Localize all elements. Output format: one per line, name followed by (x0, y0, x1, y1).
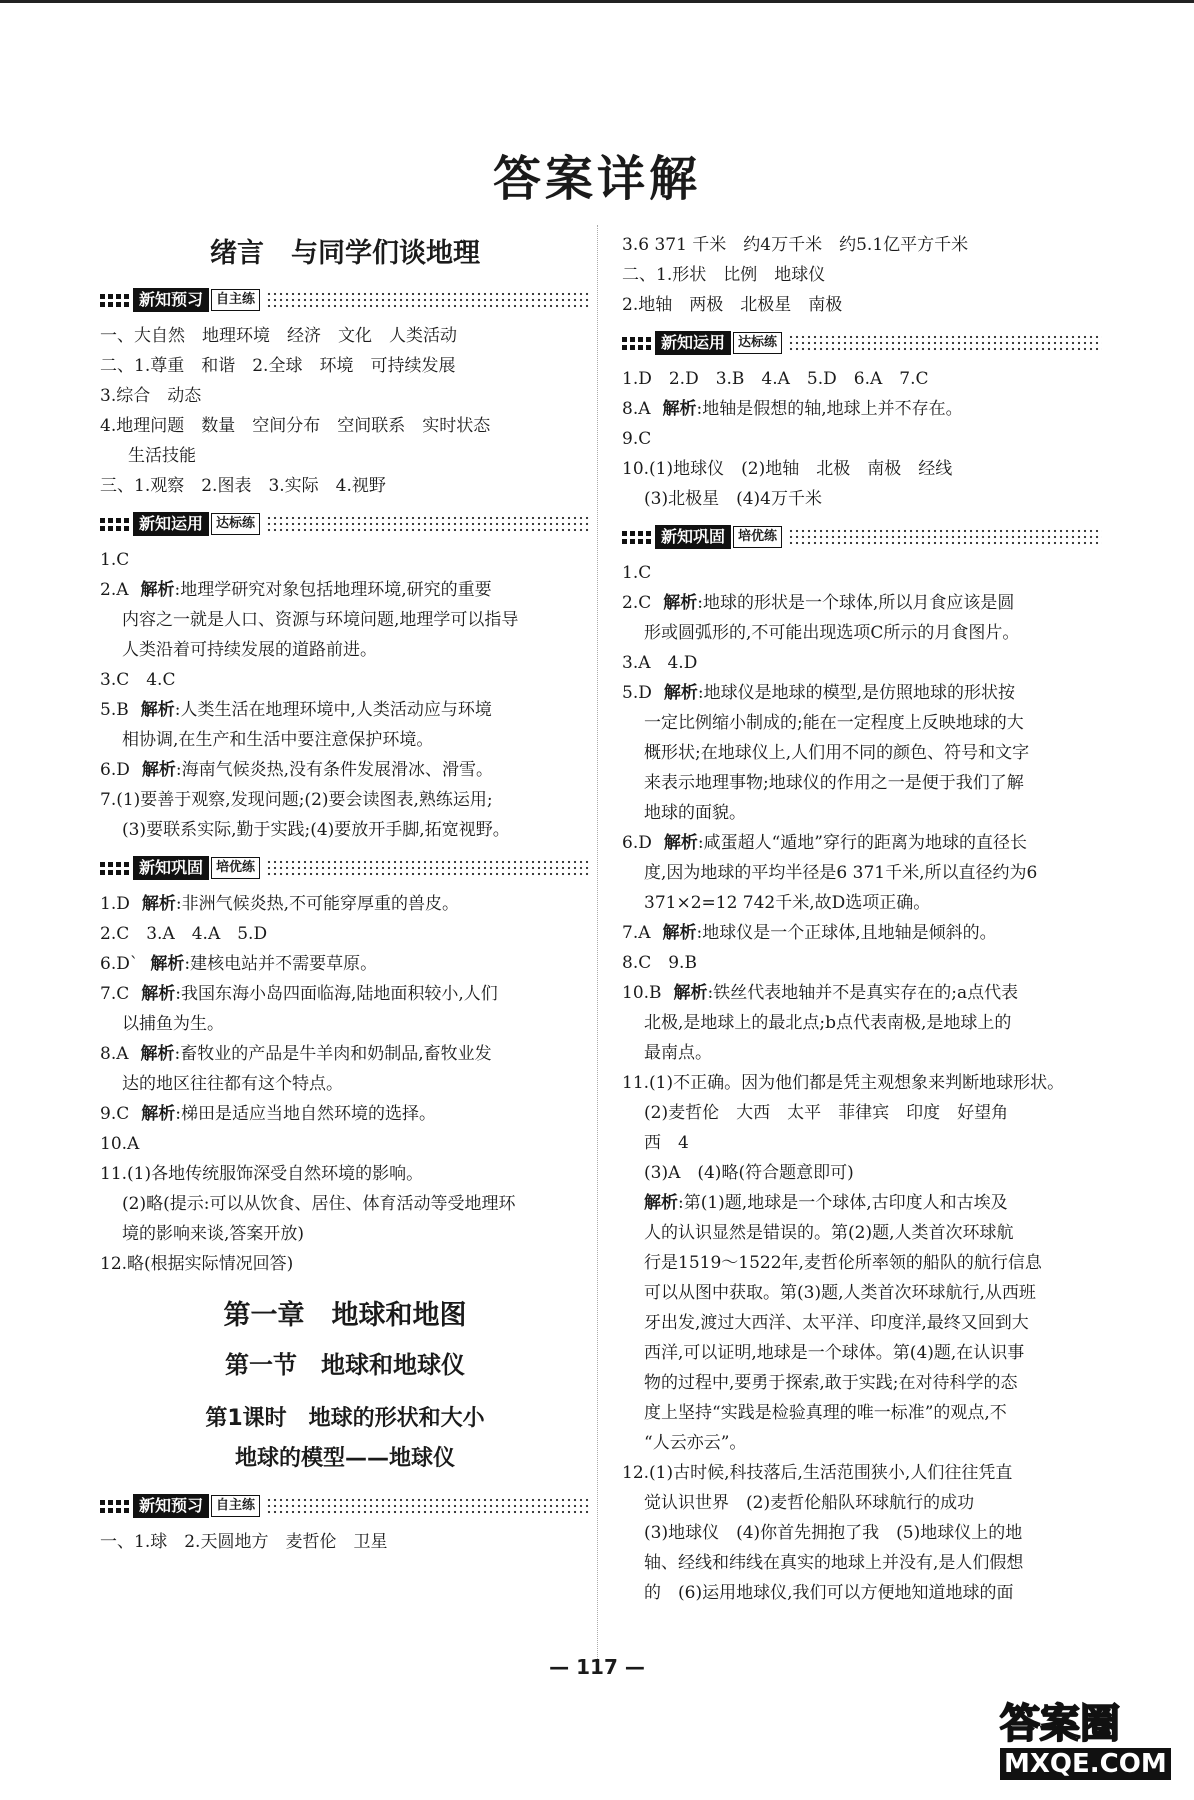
answer-line (100, 575, 590, 605)
answer-text: 一定比例缩小制成的;能在一定程度上反映地球的大 (644, 713, 1024, 733)
tag-name: 新知巩固 (655, 525, 731, 549)
answer-line (100, 1069, 590, 1099)
answer-number: 1.C (100, 550, 130, 570)
answer-number: 5.D (622, 683, 652, 703)
answer-line (622, 394, 1102, 424)
answer-text: 西 4 (644, 1133, 689, 1153)
grid-bullet-icon (622, 337, 651, 350)
answer-text: 境的影响来谈,答案开放) (122, 1224, 305, 1244)
answer-number: 9.C (100, 1104, 130, 1124)
grid-bullet-icon (100, 1500, 129, 1513)
answer-number: 6.D` (100, 954, 139, 974)
answer-text: 达的地区往往都有这个特点。 (122, 1074, 343, 1094)
watermark-bottom: MXQE.COM (1000, 1748, 1171, 1780)
answer-line (622, 828, 1102, 858)
answer-line (100, 755, 590, 785)
answer-text: :地球仪是地球的模型,是仿照地球的形状按 (697, 683, 1015, 703)
analysis-label: 解析 (673, 983, 708, 1003)
answer-number: 8.A (100, 1044, 129, 1064)
answer-line (622, 588, 1102, 618)
answer-text: 人的认识显然是错误的。第(2)题,人类首次环球航 (644, 1223, 1014, 1243)
answer-text: 最南点。 (644, 1043, 712, 1063)
analysis-label: 解析 (663, 683, 698, 703)
answer-number: 8.A (622, 399, 651, 419)
answer-line: 二、1.尊重 和谐 2.全球 环境 可持续发展 (100, 356, 456, 376)
lesson-title: 第1课时 地球的形状和大小 (205, 1406, 485, 1431)
answer-line (100, 815, 590, 845)
answer-line (100, 635, 590, 665)
answer-line (100, 1159, 590, 1189)
answer-number: 3.C 4.C (100, 670, 176, 690)
analysis-label: 解析 (662, 399, 697, 419)
answer-line (622, 364, 1102, 394)
answer-text: 概形状;在地球仪上,人们用不同的颜色、符号和文字 (644, 743, 1030, 763)
dotted-fill (266, 291, 590, 309)
page-number-value: 117 (576, 1655, 618, 1679)
answer-text: :人类生活在地理环境中,人类活动应与环境 (174, 700, 492, 720)
answer-line (622, 858, 1102, 888)
answer-number: 10.(1)地球仪 (2)地轴 北极 南极 经线 (622, 459, 953, 479)
analysis-label: 解析 (140, 1044, 175, 1064)
answer-number: 10.B (622, 983, 662, 1003)
answer-line (100, 1009, 590, 1039)
analysis-label: 解析 (644, 1193, 678, 1213)
answer-line (100, 665, 590, 695)
answer-line (622, 1128, 1102, 1158)
answer-line (100, 1249, 590, 1279)
answer-line: 2.地轴 两极 北极星 南极 (622, 295, 843, 315)
answer-line (622, 1578, 1102, 1608)
top-rule (0, 0, 1194, 3)
answer-number: 1.C (622, 563, 652, 583)
answer-number: 1.D (100, 894, 130, 914)
answer-line (100, 725, 590, 755)
apply-answers (622, 364, 1102, 514)
answer-text: (3)要联系实际,勤于实践;(4)要放开手脚,拓宽视野。 (122, 820, 510, 840)
answer-text: :我国东海小岛四面临海,陆地面积较小,人们 (175, 984, 498, 1004)
answer-line (622, 1098, 1102, 1128)
answer-line (622, 558, 1102, 588)
answer-text: 地球的面貌。 (644, 803, 746, 823)
dotted-fill (266, 515, 590, 533)
answer-text: 物的过程中,要勇于探索,敢于实践;在对待科学的态 (644, 1373, 1018, 1393)
section-tag-apply (100, 511, 590, 537)
answer-line (622, 708, 1102, 738)
answer-text: 形或圆弧形的,不可能出现选项C所示的月食图片。 (644, 623, 1020, 643)
answer-number: 11.(1)不正确。因为他们都是凭主观想象来判断地球形状。 (622, 1073, 1065, 1093)
answer-line (622, 1428, 1102, 1458)
analysis-label: 解析 (663, 593, 698, 613)
answer-line: 4.地理问题 数量 空间分布 空间联系 实时状态 (100, 416, 491, 436)
section-tag-consolidate (100, 855, 590, 881)
answer-text: :畜牧业的产品是牛羊肉和奶制品,畜牧业发 (174, 1044, 492, 1064)
analysis-label: 解析 (662, 923, 697, 943)
answer-text: 北极,是地球上的最北点;b点代表南极,是地球上的 (644, 1013, 1012, 1033)
tag-kind: 培优练 (733, 526, 782, 548)
analysis-label: 解析 (141, 894, 176, 914)
answer-line: 一、大自然 地理环境 经济 文化 人类活动 (100, 326, 457, 346)
answer-line (622, 798, 1102, 828)
analysis-label: 解析 (140, 700, 175, 720)
tag-kind: 培优练 (211, 857, 260, 879)
tag-name: 新知运用 (655, 331, 731, 355)
answer-number: 12.略(根据实际情况回答) (100, 1254, 294, 1274)
apply-answers (100, 545, 590, 845)
answer-text: :地理学研究对象包括地理环境,研究的重要 (174, 580, 492, 600)
answer-line (100, 1129, 590, 1159)
answer-line (100, 1099, 590, 1129)
answer-line (622, 484, 1102, 514)
watermark-logo (1000, 1700, 1180, 1790)
answer-line (622, 1518, 1102, 1548)
analysis-label: 解析 (140, 580, 175, 600)
answer-line (622, 948, 1102, 978)
right-column (622, 230, 1102, 1608)
answer-number: 2.C (622, 593, 652, 613)
answer-text: 来表示地理事物;地球仪的作用之一是便于我们了解 (644, 773, 1024, 793)
answer-text: (2)麦哲伦 大西 太平 菲律宾 印度 好望角 (644, 1103, 1009, 1123)
answer-line (622, 1008, 1102, 1038)
answer-text: 以捕鱼为生。 (122, 1014, 224, 1034)
answer-line (622, 1278, 1102, 1308)
lesson-subtitle: 地球的模型——地球仪 (234, 1446, 455, 1471)
answer-text: 轴、经线和纬线在真实的地球上并没有,是人们假想 (644, 1553, 1024, 1573)
answer-text: 行是1519～1522年,麦哲伦所率领的船队的航行信息 (644, 1253, 1042, 1273)
answer-line (622, 978, 1102, 1008)
answer-line (622, 738, 1102, 768)
answer-line: 一、1.球 2.天圆地方 麦哲伦 卫星 (100, 1532, 388, 1552)
answer-number: 3.A 4.D (622, 653, 698, 673)
answer-text: 可以从图中获取。第(3)题,人类首次环球航行,从西班 (644, 1283, 1036, 1303)
dotted-fill (266, 1497, 590, 1515)
answer-line (100, 605, 590, 635)
consolidate-answers (100, 889, 590, 1279)
answer-text: 度上坚持“实践是检验真理的唯一标准”的观点,不 (644, 1403, 1007, 1423)
answer-line (622, 1188, 1102, 1218)
answer-line: 三、1.观察 2.图表 3.实际 4.视野 (100, 476, 386, 496)
section-tag-consolidate (622, 524, 1102, 550)
answer-text: 的 (6)运用地球仪,我们可以方便地知道地球的面 (644, 1583, 1014, 1603)
answer-text: 371×2=12 742千米,故D选项正确。 (644, 893, 931, 913)
answer-text: 觉认识世界 (2)麦哲伦船队环球航行的成功 (644, 1493, 975, 1513)
answer-text: :第(1)题,地球是一个球体,古印度人和古埃及 (678, 1193, 1008, 1213)
answer-number: 7.C (100, 984, 130, 1004)
grid-bullet-icon (100, 294, 129, 307)
answer-line (622, 1068, 1102, 1098)
answer-number: 6.D (622, 833, 652, 853)
answer-line (100, 785, 590, 815)
analysis-label: 解析 (663, 833, 698, 853)
answer-number: 9.C (622, 429, 652, 449)
answer-line (100, 979, 590, 1009)
answer-line (622, 1398, 1102, 1428)
answer-number: 1.D 2.D 3.B 4.A 5.D 6.A 7.C (622, 369, 929, 389)
answer-line (622, 1548, 1102, 1578)
dotted-fill (266, 859, 590, 877)
answer-text: 相协调,在生产和生活中要注意保护环境。 (122, 730, 434, 750)
answer-line: 3.6 371 千米 约4万千米 约5.1亿平方千米 (622, 235, 969, 255)
answer-line (622, 1158, 1102, 1188)
analysis-label: 解析 (141, 984, 176, 1004)
analysis-label: 解析 (141, 1104, 176, 1124)
answer-line (622, 454, 1102, 484)
answer-text: :海南气候炎热,没有条件发展滑冰、滑雪。 (175, 760, 493, 780)
answer-text: 内容之一就是人口、资源与环境问题,地理学可以指导 (122, 610, 519, 630)
preview-continued (622, 230, 1102, 320)
answer-line (100, 889, 590, 919)
answer-line (622, 1488, 1102, 1518)
tag-kind: 达标练 (733, 332, 782, 354)
answer-line (622, 1038, 1102, 1068)
answer-number: 7.A (622, 923, 651, 943)
answer-line (622, 1458, 1102, 1488)
answer-line (622, 1368, 1102, 1398)
consolidate-answers (622, 558, 1102, 1608)
grid-bullet-icon (100, 518, 129, 531)
answer-text: 度,因为地球的平均半径是6 371千米,所以直径约为6 (644, 863, 1038, 883)
answer-text: 牙出发,渡过大西洋、太平洋、印度洋,最终又回到大 (644, 1313, 1029, 1333)
analysis-label: 解析 (150, 954, 185, 974)
tag-kind: 自主练 (211, 289, 260, 311)
answer-line: 二、1.形状 比例 地球仪 (622, 265, 826, 285)
answer-line (100, 1189, 590, 1219)
answer-text: (3)地球仪 (4)你首先拥抱了我 (5)地球仪上的地 (644, 1523, 1023, 1543)
page-title: 答案详解 (492, 151, 701, 207)
answer-text: :地轴是假想的轴,地球上并不存在。 (696, 399, 963, 419)
answer-line (622, 1218, 1102, 1248)
answer-number: 6.D (100, 760, 130, 780)
answer-text: (3)A (4)略(符合题意即可) (644, 1163, 854, 1183)
answer-line (622, 1248, 1102, 1278)
section-tag-preview-2 (100, 1493, 590, 1519)
answer-line (100, 949, 590, 979)
answer-number: 8.C 9.B (622, 953, 697, 973)
answer-line (100, 695, 590, 725)
answer-text: 人类沿着可持续发展的道路前进。 (122, 640, 377, 660)
tag-name: 新知预习 (133, 288, 209, 312)
answer-line (100, 545, 590, 575)
answer-line (100, 1219, 590, 1249)
answer-line (622, 1338, 1102, 1368)
answer-number: 10.A (100, 1134, 140, 1154)
answer-line (100, 919, 590, 949)
section-tag-preview (100, 287, 590, 313)
section-tag-apply (622, 330, 1102, 356)
answer-text: :建核电站并不需要草原。 (184, 954, 378, 974)
chapter-title: 第一章 地球和地图 (223, 1300, 467, 1331)
tag-name: 新知巩固 (133, 856, 209, 880)
left-column (100, 225, 590, 1557)
column-divider (597, 225, 598, 1665)
answer-line (622, 1308, 1102, 1338)
answer-text: (3)北极星 (4)4万千米 (644, 489, 822, 509)
preview-answers (100, 321, 590, 501)
answer-line (622, 888, 1102, 918)
answer-number: 2.C 3.A 4.A 5.D (100, 924, 268, 944)
answer-number: 5.B (100, 700, 129, 720)
answer-line (622, 768, 1102, 798)
answer-text: (2)略(提示:可以从饮食、居住、体育活动等受地理环 (122, 1194, 516, 1214)
tag-name: 新知运用 (133, 512, 209, 536)
answer-text: 西洋,可以证明,地球是一个球体。第(4)题,在认识事 (644, 1343, 1025, 1363)
answer-line: 3.综合 动态 (100, 386, 202, 406)
answer-line (622, 918, 1102, 948)
answer-line (622, 648, 1102, 678)
answer-line: 生活技能 (128, 446, 196, 466)
answer-line (622, 678, 1102, 708)
answer-text: :地球的形状是一个球体,所以月食应该是圆 (697, 593, 1015, 613)
answer-number: 7.(1)要善于观察,发现问题;(2)要会读图表,熟练运用; (100, 790, 493, 810)
tag-kind: 自主练 (211, 1495, 260, 1517)
grid-bullet-icon (100, 862, 129, 875)
grid-bullet-icon (622, 531, 651, 544)
answer-number: 12.(1)古时候,科技落后,生活范围狭小,人们往往凭直 (622, 1463, 1013, 1483)
answer-text: :非洲气候炎热,不可能穿厚重的兽皮。 (175, 894, 459, 914)
dotted-fill (788, 334, 1102, 352)
answer-line (622, 618, 1102, 648)
analysis-label: 解析 (141, 760, 176, 780)
answer-text: :咸蛋超人“遁地”穿行的距离为地球的直径长 (697, 833, 1027, 853)
tag-name: 新知预习 (133, 1494, 209, 1518)
answer-number: 2.A (100, 580, 129, 600)
answer-text: “人云亦云”。 (644, 1433, 747, 1453)
answer-number: 11.(1)各地传统服饰深受自然环境的影响。 (100, 1164, 424, 1184)
tag-kind: 达标练 (211, 513, 260, 535)
answer-text: :地球仪是一个正球体,且地轴是倾斜的。 (696, 923, 997, 943)
answer-text: :铁丝代表地轴并不是真实存在的;a点代表 (707, 983, 1019, 1003)
answer-text: :梯田是适应当地自然环境的选择。 (175, 1104, 436, 1124)
intro-title: 绪言 与同学们谈地理 (210, 238, 480, 269)
page-number: — 117 — (549, 1655, 645, 1679)
section-title: 第一节 地球和地球仪 (225, 1351, 465, 1379)
answer-line (622, 424, 1102, 454)
watermark-top: 答案圈 (1000, 1701, 1120, 1747)
answer-line (100, 1039, 590, 1069)
dotted-fill (788, 528, 1102, 546)
